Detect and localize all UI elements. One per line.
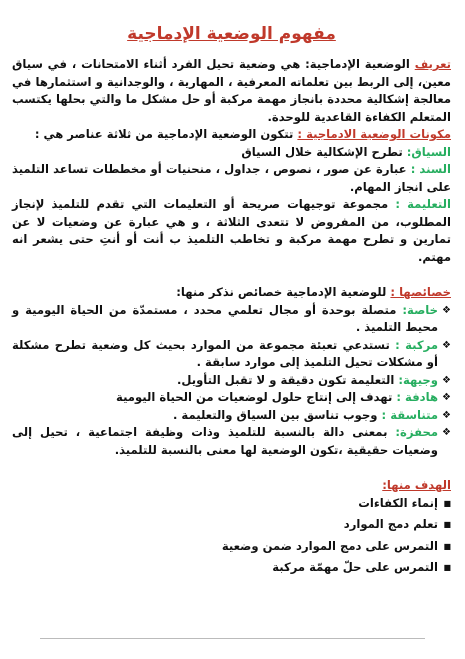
- characteristic-label: محفزة:: [395, 425, 438, 439]
- characteristic-text: تهدف إلى إنتاج حلول لوضعيات من الحياة اليومية: [116, 390, 397, 404]
- component-context-text: تطرح الإشكالية خلال السياق: [241, 144, 407, 159]
- characteristic-text: تستدعي تعبئة مجموعة من الموارد بحيث كل وضعية تطرح مشكلة أو مشكلات تحيل التلميذ إلى موارد سابقة .: [12, 337, 438, 369]
- spacer: [12, 266, 451, 284]
- list-item: [12, 337, 451, 372]
- components-heading: [12, 126, 451, 144]
- list-item: ■ تعلم دمج الموارد: [12, 516, 451, 534]
- characteristic-label: وجيهة:: [398, 372, 438, 387]
- characteristic-label: هادفة :: [396, 390, 438, 404]
- list-item: [12, 372, 451, 390]
- components-intro: تتكون الوضعية الإدماجية من ثلاثة عناصر هي :: [34, 127, 298, 141]
- characteristic-label: مركبة :: [395, 337, 438, 352]
- list-item: [12, 407, 451, 425]
- definition-text: الوضعية الإدماجية: هي وضعية تحيل الفرد أثناء الامتحانات ، في سياق معين، إلى الربط بين تعلماته المعرفية ، المهارية ، والوجدانية و استثمارها في معالجة إشكالية محددة بانجاز مهمة مركبة أو حل مشكل ما والتي بحلها يكتسب المتعلم الكفاءة القاعدية للوحدة.: [12, 57, 451, 124]
- footer-divider: [40, 638, 425, 639]
- characteristic-label: متناسقة :: [381, 407, 438, 422]
- characteristic-text: متصلة بوحدة أو مجال تعلمي محدد ، مستمدّة من الحياة اليومية و محيط التلميذ .: [12, 302, 438, 334]
- goals-list: [12, 495, 451, 577]
- characteristic-text: بمعنى دالة بالنسبة للتلميذ وذات وظيفة اجتماعية ، تحيل إلى وضعيات حقيقية ،تكون الوضعية لها معنى بالنسبة للتلميذ.: [12, 425, 438, 457]
- component-support-label: السند :: [410, 162, 451, 176]
- goals-label: الهدف منها:: [382, 478, 451, 492]
- component-support: [12, 161, 451, 196]
- definition-paragraph: [12, 56, 451, 126]
- list-item: [12, 302, 451, 337]
- characteristic-text: التعليمة تكون دقيقة و لا تقبل التأويل.: [176, 372, 399, 387]
- characteristics-label: خصائصها :: [390, 285, 451, 299]
- component-support-text: عبارة عن صور ، نصوص ، جداول ، منحنيات أو مخططات تساعد التلميذ على انجاز المهام.: [12, 162, 451, 194]
- characteristic-label: خاصة:: [402, 302, 438, 317]
- list-item: ■ التمرس على دمج الموارد ضمن وضعية: [12, 538, 451, 556]
- characteristics-intro: للوضعية الإدماجية خصائص نذكر منها:: [176, 285, 391, 299]
- list-item: [12, 424, 451, 459]
- components-label: مكونات الوضعية الادماجية :: [297, 127, 451, 141]
- goals-heading: [12, 477, 451, 495]
- characteristics-list: [12, 302, 451, 460]
- list-item: ■ التمرس على حلّ مهمّة مركبة: [12, 559, 451, 577]
- characteristics-heading: [12, 284, 451, 302]
- component-instruction-text: مجموعة توجيهات صريحة أو التعليمات التي تقدم للتلميذ لإنجاز المطلوب، من المفروض لا تتعدى الثلاثة ، و هي عبارة عن وضعيات لا عن تمارين و تطرح مهمة مركبة و تخاطب التلميذ ب أنت أو أنتِ حتى يشعر انه مهتم.: [12, 197, 451, 264]
- page-title: مفهوم الوضعية الإدماجية: [127, 24, 336, 44]
- list-item: ■ إنماء الكفاءات: [12, 495, 451, 513]
- component-context: [12, 144, 451, 162]
- component-instruction: [12, 196, 451, 266]
- component-instruction-label: التعليمة :: [395, 197, 451, 211]
- definition-label: تعريف: [414, 57, 451, 71]
- list-item: [12, 389, 451, 407]
- component-context-label: السياق:: [406, 144, 451, 159]
- spacer: [12, 459, 451, 477]
- characteristic-text: وجوب تناسق بين السياق والتعليمة .: [172, 407, 382, 422]
